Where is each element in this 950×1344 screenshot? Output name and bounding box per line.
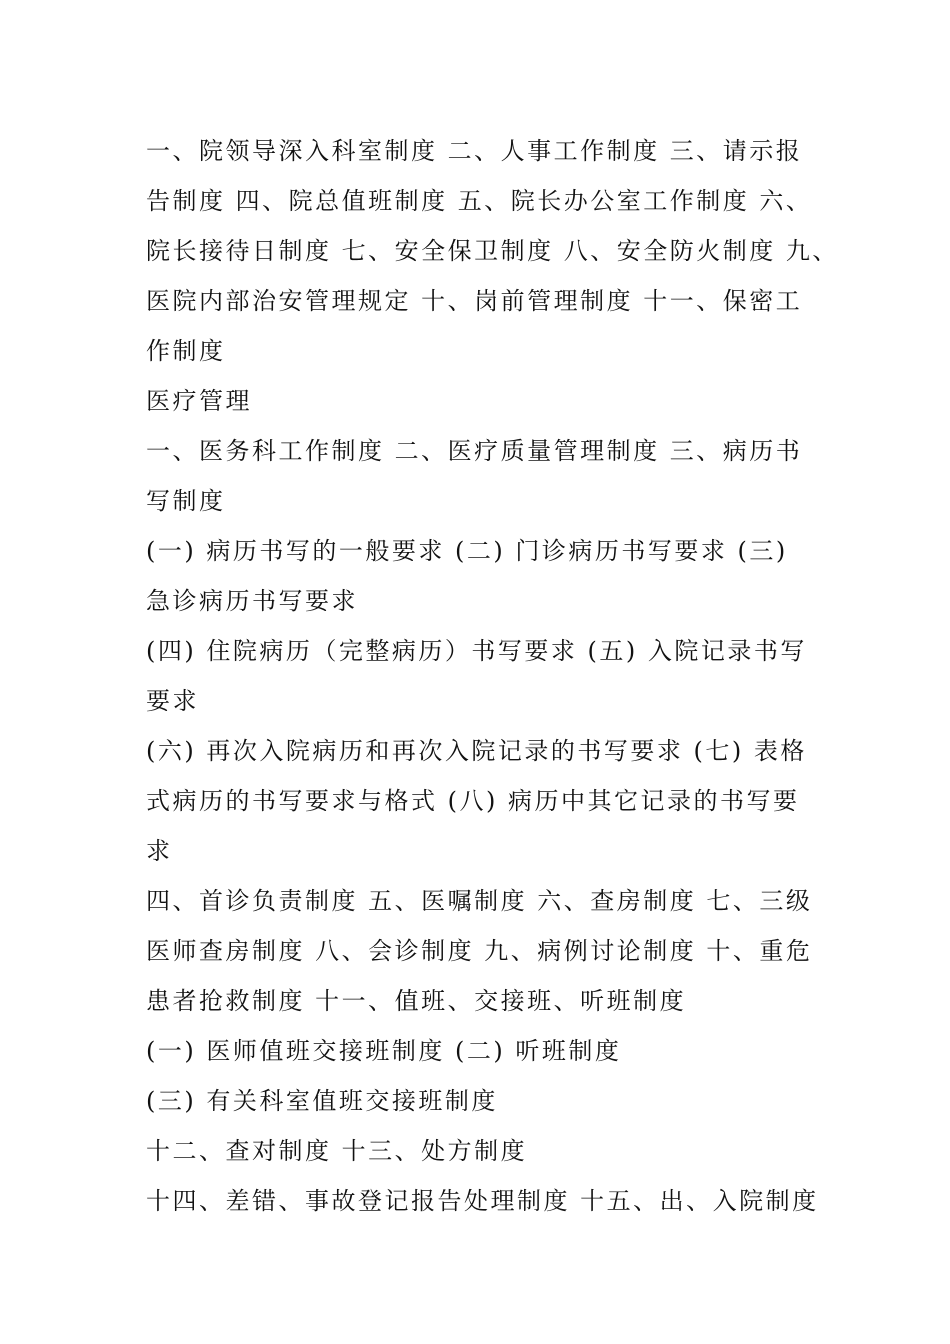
text-line: 告制度 四、院总值班制度 五、院长办公室工作制度 六、 — [146, 187, 813, 215]
text-line: (三) 有关科室值班交接班制度 — [146, 1087, 498, 1115]
text-line: 一、医务科工作制度 二、医疗质量管理制度 三、病历书 — [146, 437, 803, 465]
text-line: 四、首诊负责制度 五、医嘱制度 六、查房制度 七、三级 — [146, 887, 813, 915]
text-line: 急诊病历书写要求 — [146, 587, 358, 615]
text-line: 求 — [146, 837, 173, 865]
text-line: 写制度 — [146, 487, 226, 515]
text-line: 作制度 — [146, 337, 226, 365]
section-heading: 医疗管理 — [146, 387, 252, 415]
text-line: (四) 住院病历（完整病历）书写要求 (五) 入院记录书写 — [146, 637, 807, 665]
text-line: (一) 病历书写的一般要求 (二) 门诊病历书写要求 (三) — [146, 537, 788, 565]
text-line: 一、院领导深入科室制度 二、人事工作制度 三、请示报 — [146, 137, 803, 165]
text-line: 院长接待日制度 七、安全保卫制度 八、安全防火制度 九、 — [146, 237, 839, 265]
text-line: (一) 医师值班交接班制度 (二) 听班制度 — [146, 1037, 622, 1065]
text-line: 十四、差错、事故登记报告处理制度 十五、出、入院制度 — [146, 1187, 819, 1215]
text-line: 患者抢救制度 十一、值班、交接班、听班制度 — [146, 987, 687, 1015]
text-line: 医院内部治安管理规定 十、岗前管理制度 十一、保密工 — [146, 287, 803, 315]
document-body — [146, 126, 839, 1226]
text-line: 医师查房制度 八、会诊制度 九、病例讨论制度 十、重危 — [146, 937, 813, 965]
text-line: 要求 — [146, 687, 199, 715]
text-line: (六) 再次入院病历和再次入院记录的书写要求 (七) 表格 — [146, 737, 807, 765]
text-line: 十二、查对制度 十三、处方制度 — [146, 1137, 528, 1165]
text-line: 式病历的书写要求与格式 (八) 病历中其它记录的书写要 — [146, 787, 800, 815]
